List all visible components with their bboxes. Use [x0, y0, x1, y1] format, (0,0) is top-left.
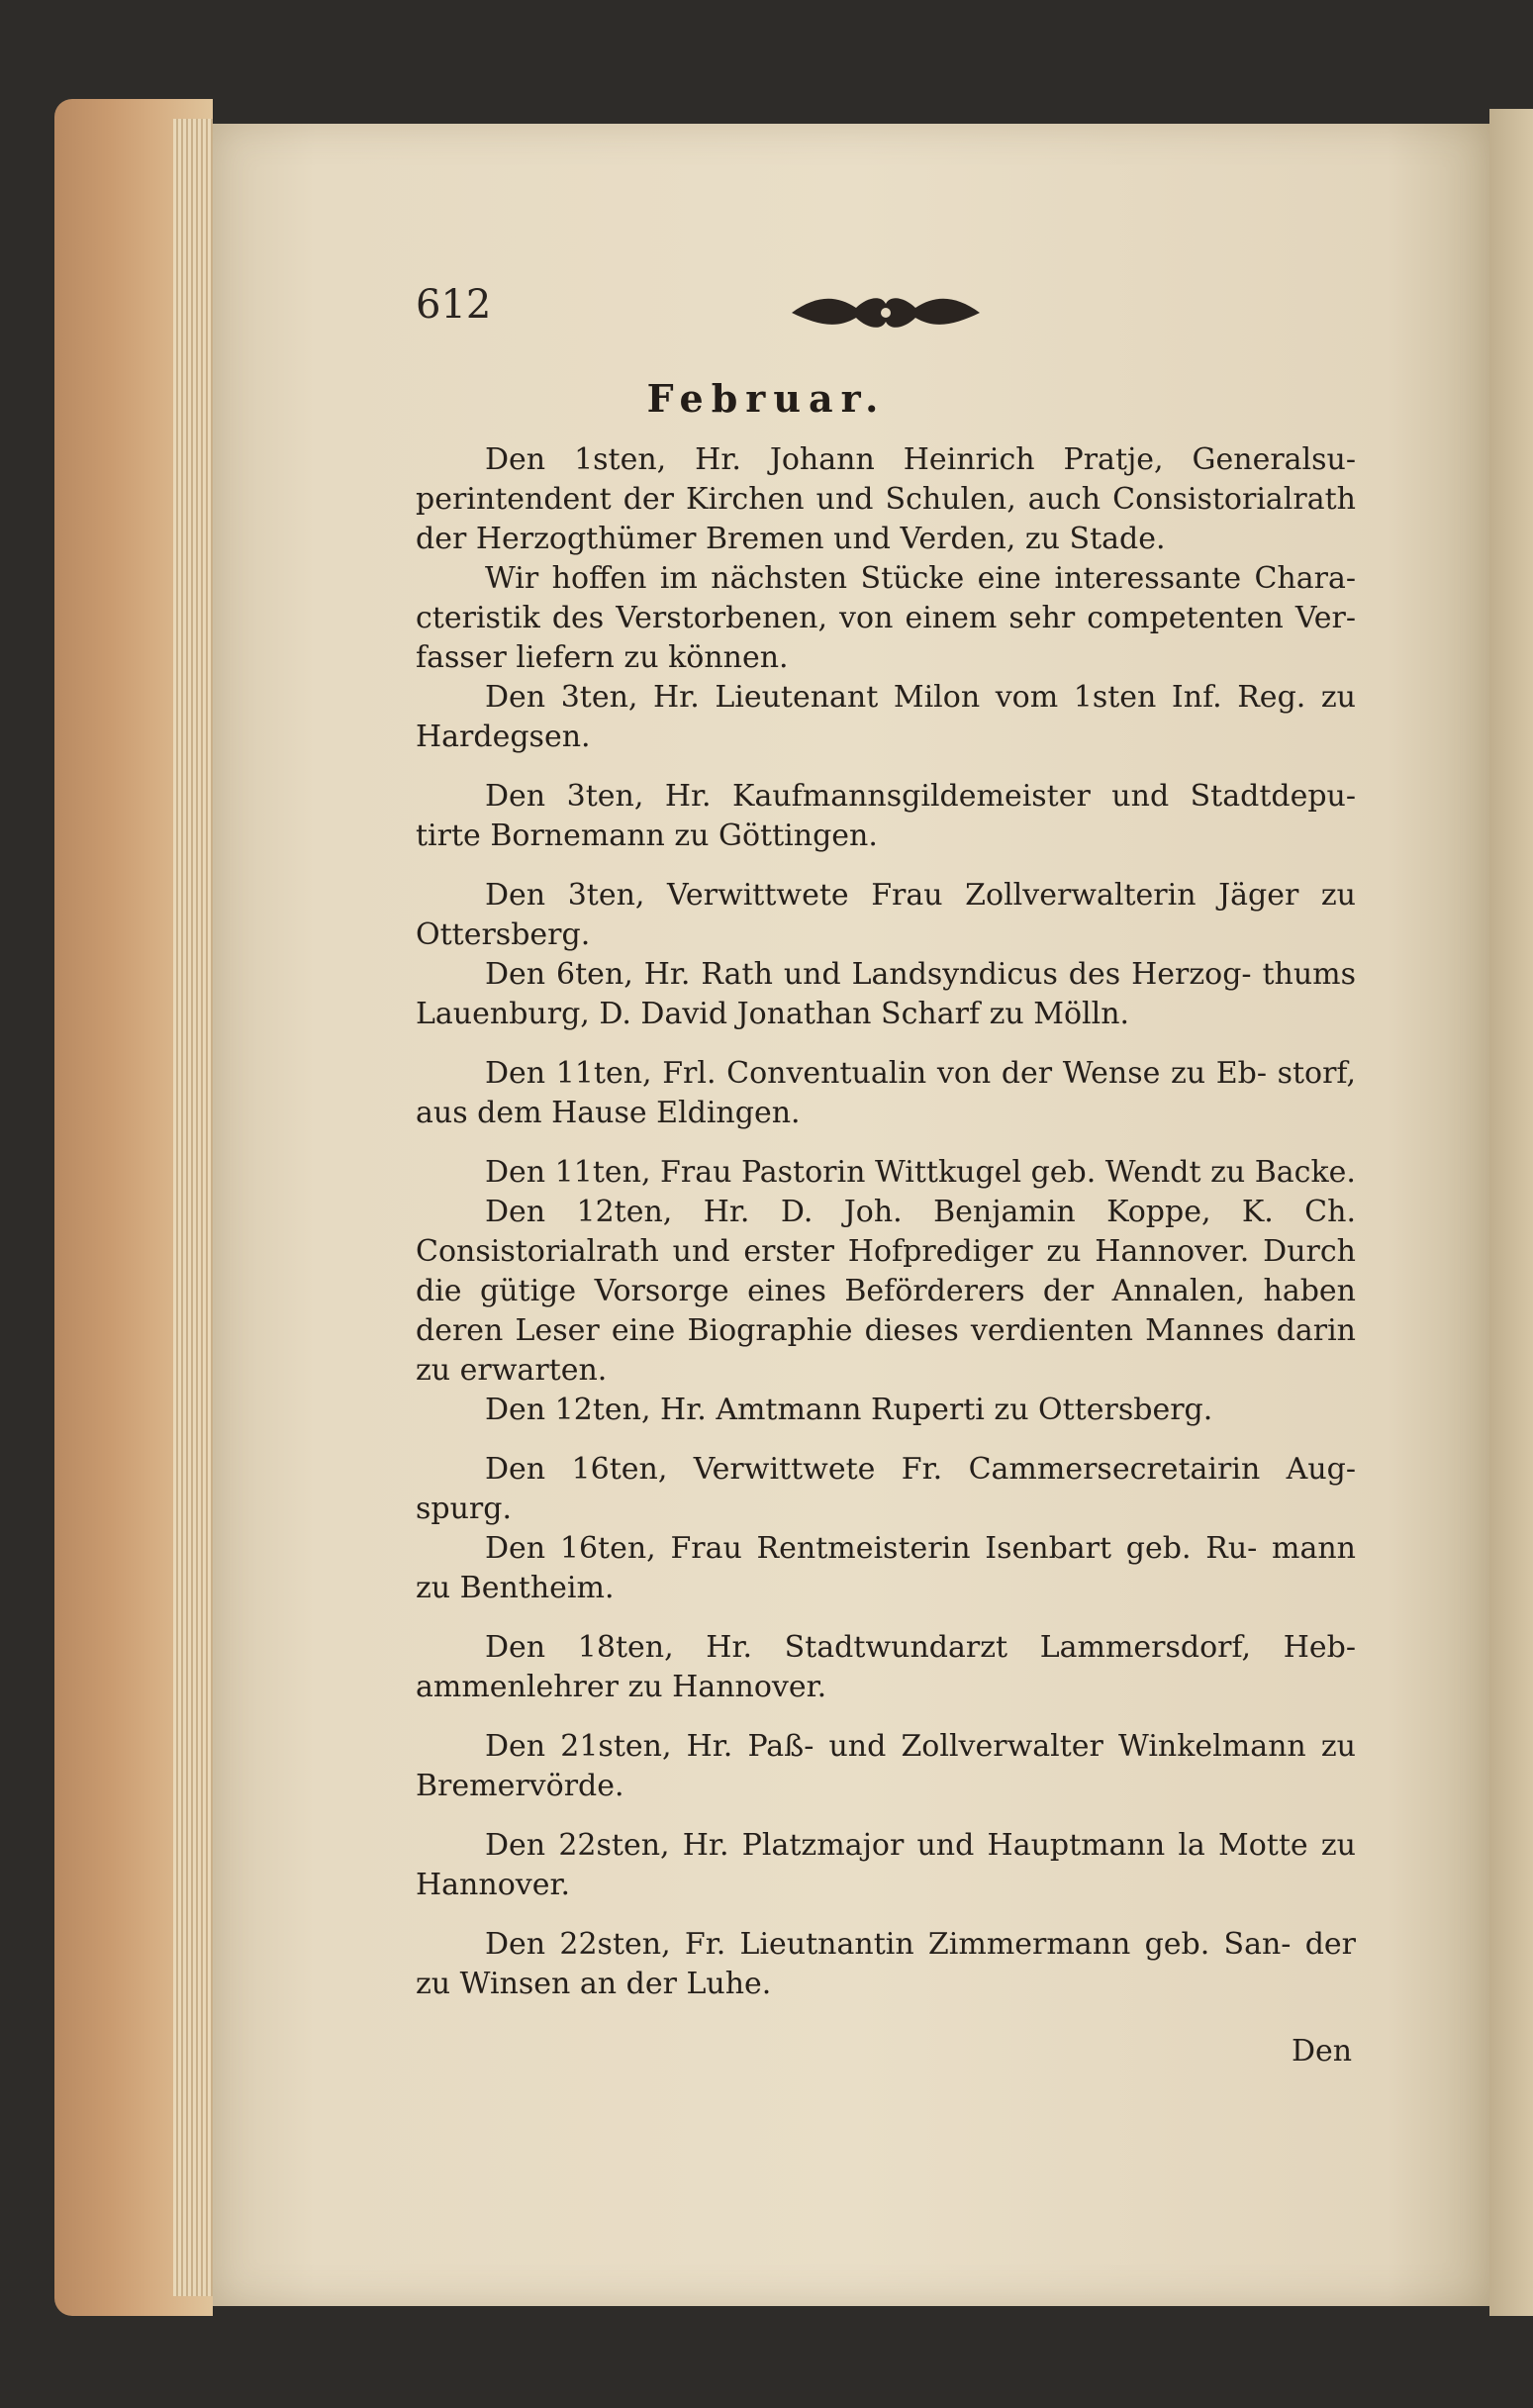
entry-pratje: Den 1sten, Hr. Johann Heinrich Pratje, Generalsu- perintendent der Kirchen und Schulen, auch Consistorialrath der Herzogthümer Bremen und Verden, zu Stade. — [416, 442, 1356, 556]
month-heading: Februar. — [646, 376, 887, 421]
entry-milon: Den 3ten, Hr. Lieutenant Milon vom 1sten Inf. Reg. zu Hardegsen. — [416, 680, 1356, 754]
catchword: Den — [1292, 2034, 1353, 2069]
entry-bornemann: Den 3ten, Hr. Kaufmannsgildemeister und Stadtdepu- tirte Bornemann zu Göttingen. — [416, 779, 1356, 853]
page-number: 612 — [416, 282, 492, 328]
page-edges — [173, 119, 213, 2296]
header-ornament-icon — [787, 290, 985, 336]
entry-augspurg: Den 16ten, Verwittwete Fr. Cammersecretairin Aug- spurg. — [416, 1452, 1356, 1526]
entry-ruperti: Den 12ten, Hr. Amtmann Ruperti zu Ottersberg. — [485, 1393, 1213, 1427]
entry-list — [416, 440, 1356, 2004]
entry-isenbart: Den 16ten, Frau Rentmeisterin Isenbart geb. Ru- mann zu Bentheim. — [416, 1531, 1356, 1605]
entry-wense: Den 11ten, Frl. Conventualin von der Wense zu Eb- storf, aus dem Hause Eldingen. — [416, 1056, 1356, 1130]
book-fore-edge — [54, 99, 213, 2316]
page-header — [416, 282, 1366, 341]
entry-zimmermann: Den 22sten, Fr. Lieutnantin Zimmermann geb. San- der zu Winsen an der Luhe. — [416, 1927, 1356, 2001]
entry-lammersdorf: Den 18ten, Hr. Stadtwundarzt Lammersdorf, Heb- ammenlehrer zu Hannover. — [416, 1630, 1356, 1704]
entry-winkelmann: Den 21sten, Hr. Paß- und Zollverwalter Winkelmann zu Bremervörde. — [416, 1729, 1356, 1803]
entry-scharf: Den 6ten, Hr. Rath und Landsyndicus des Herzog- thums Lauenburg, D. David Jonathan Scharf zu Mölln. — [416, 957, 1356, 1031]
adjacent-page-edge — [1489, 109, 1533, 2316]
entry-jaeger: Den 3ten, Verwittwete Frau Zollverwalterin Jäger zu Ottersberg. — [416, 878, 1356, 952]
entry-koppe: Den 12ten, Hr. D. Joh. Benjamin Koppe, K. Ch. Consistorialrath und erster Hofprediger zu Hannover. Durch die gütige Vorsorge eines Beförderers der Annalen, haben deren Leser eine Biographie dieses verdienten Mannes darin zu erwarten. — [416, 1195, 1356, 1388]
entry-note-pratje: Wir hoffen im nächsten Stücke eine interessante Chara- cteristik des Verstorbenen, von einem sehr competenten Ver- fasser liefern zu können. — [416, 561, 1356, 675]
entry-la-motte: Den 22sten, Hr. Platzmajor und Hauptmann la Motte zu Hannover. — [416, 1828, 1356, 1902]
entry-wittkugel: Den 11ten, Frau Pastorin Wittkugel geb. Wendt zu Backe. — [485, 1155, 1356, 1190]
